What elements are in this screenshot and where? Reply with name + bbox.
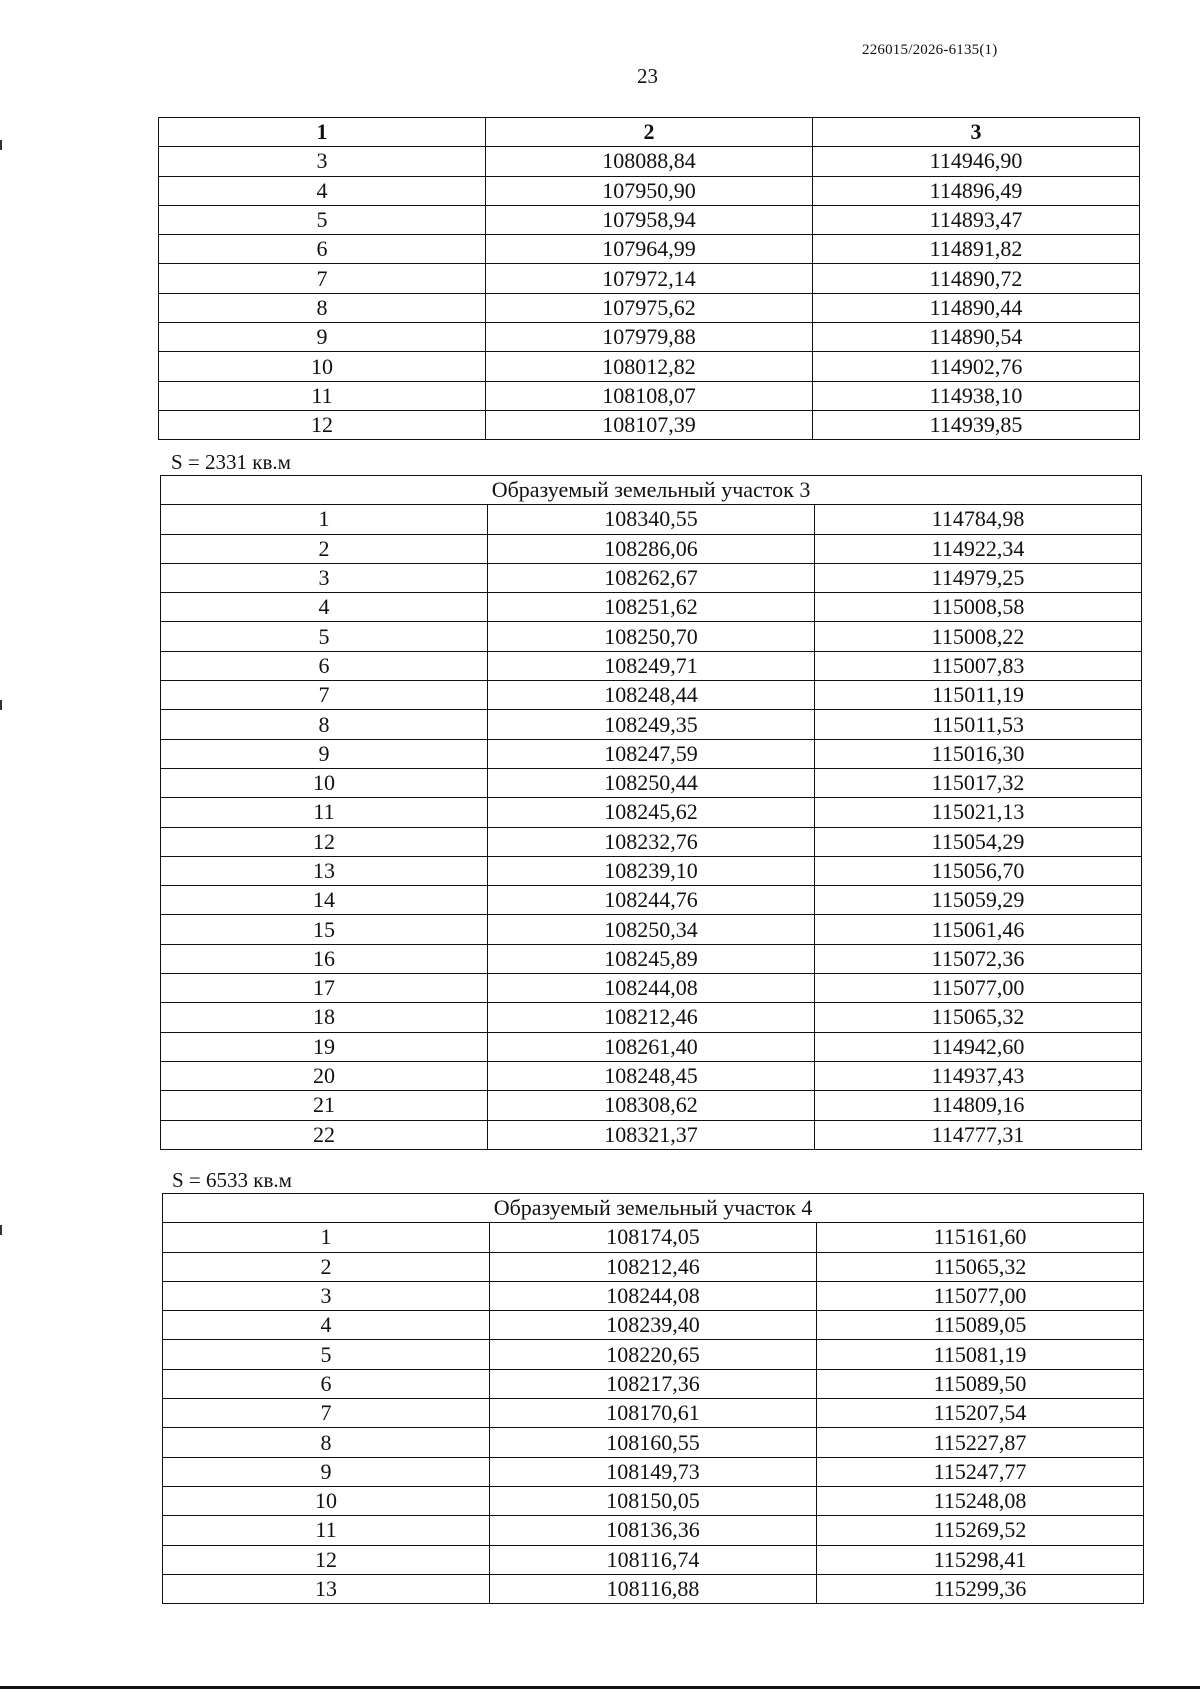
y-coordinate-cell: 115161,60 xyxy=(817,1223,1144,1252)
table-row xyxy=(161,1091,1142,1120)
table-row xyxy=(161,505,1142,534)
point-number-cell: 9 xyxy=(159,323,486,352)
x-coordinate-cell: 108249,71 xyxy=(488,651,815,680)
page-number: 23 xyxy=(637,64,658,88)
table-row xyxy=(161,681,1142,710)
point-number-cell: 7 xyxy=(161,681,488,710)
table-row xyxy=(161,768,1142,797)
x-coordinate-cell: 108262,67 xyxy=(488,563,815,592)
y-coordinate-cell: 114777,31 xyxy=(815,1120,1142,1149)
x-coordinate-cell: 108244,08 xyxy=(488,974,815,1003)
point-number-cell: 5 xyxy=(159,205,486,234)
document-number: 226015/2026-6135(1) xyxy=(862,42,998,58)
table-row xyxy=(161,1003,1142,1032)
table-row xyxy=(163,1340,1144,1369)
x-coordinate-cell: 107975,62 xyxy=(486,293,813,322)
table-row xyxy=(161,1061,1142,1090)
y-coordinate-cell: 115065,32 xyxy=(815,1003,1142,1032)
table-row xyxy=(161,798,1142,827)
point-number-cell: 19 xyxy=(161,1032,488,1061)
x-coordinate-cell: 108012,82 xyxy=(486,352,813,381)
x-coordinate-cell: 108239,10 xyxy=(488,856,815,885)
x-coordinate-cell: 108170,61 xyxy=(490,1399,817,1428)
y-coordinate-cell: 115207,54 xyxy=(817,1399,1144,1428)
point-number-cell: 3 xyxy=(159,147,486,176)
y-coordinate-cell: 115021,13 xyxy=(815,798,1142,827)
y-coordinate-cell: 115081,19 xyxy=(817,1340,1144,1369)
y-coordinate-cell: 115061,46 xyxy=(815,915,1142,944)
table-row xyxy=(161,944,1142,973)
point-number-cell: 13 xyxy=(161,856,488,885)
x-coordinate-cell: 108248,45 xyxy=(488,1061,815,1090)
y-coordinate-cell: 115011,53 xyxy=(815,710,1142,739)
table-row xyxy=(163,1574,1144,1603)
table-row xyxy=(163,1399,1144,1428)
table-row xyxy=(161,622,1142,651)
scan-margin-mark xyxy=(0,1225,2,1235)
y-coordinate-cell: 115298,41 xyxy=(817,1545,1144,1574)
point-number-cell: 4 xyxy=(159,176,486,205)
y-coordinate-cell: 114939,85 xyxy=(813,410,1140,439)
y-coordinate-cell: 115089,50 xyxy=(817,1369,1144,1398)
table-row xyxy=(159,323,1140,352)
point-number-cell: 12 xyxy=(163,1545,490,1574)
coordinates-table-continued xyxy=(158,117,1140,440)
y-coordinate-cell: 114896,49 xyxy=(813,176,1140,205)
point-number-cell: 10 xyxy=(161,768,488,797)
y-coordinate-cell: 114942,60 xyxy=(815,1032,1142,1061)
table-row xyxy=(161,593,1142,622)
table-row xyxy=(159,147,1140,176)
x-coordinate-cell: 108247,59 xyxy=(488,739,815,768)
x-coordinate-cell: 108212,46 xyxy=(490,1252,817,1281)
point-number-cell: 8 xyxy=(163,1428,490,1457)
table-row xyxy=(161,1032,1142,1061)
table-row xyxy=(163,1281,1144,1310)
x-coordinate-cell: 108250,44 xyxy=(488,768,815,797)
table-row xyxy=(163,1369,1144,1398)
y-coordinate-cell: 115077,00 xyxy=(817,1281,1144,1310)
y-coordinate-cell: 115065,32 xyxy=(817,1252,1144,1281)
point-number-cell: 10 xyxy=(159,352,486,381)
plot-title: Образуемый земельный участок 3 xyxy=(161,476,1142,505)
point-number-cell: 5 xyxy=(161,622,488,651)
y-coordinate-cell: 115299,36 xyxy=(817,1574,1144,1603)
point-number-cell: 13 xyxy=(163,1574,490,1603)
x-coordinate-cell: 107950,90 xyxy=(486,176,813,205)
table-row xyxy=(163,1486,1144,1515)
point-number-cell: 11 xyxy=(161,798,488,827)
y-coordinate-cell: 115007,83 xyxy=(815,651,1142,680)
table-row xyxy=(161,856,1142,885)
point-number-cell: 9 xyxy=(161,739,488,768)
table-row xyxy=(159,410,1140,439)
point-number-cell: 8 xyxy=(161,710,488,739)
point-number-cell: 11 xyxy=(159,381,486,410)
table-row xyxy=(163,1428,1144,1457)
table-row xyxy=(163,1311,1144,1340)
point-number-cell: 1 xyxy=(161,505,488,534)
point-number-cell: 18 xyxy=(161,1003,488,1032)
point-number-cell: 14 xyxy=(161,886,488,915)
table-row xyxy=(161,1120,1142,1149)
x-coordinate-cell: 107964,99 xyxy=(486,235,813,264)
x-coordinate-cell: 107958,94 xyxy=(486,205,813,234)
table-row xyxy=(161,563,1142,592)
table-row xyxy=(161,739,1142,768)
area-note: S = 2331 кв.м xyxy=(171,450,291,474)
y-coordinate-cell: 114890,54 xyxy=(813,323,1140,352)
y-coordinate-cell: 115227,87 xyxy=(817,1428,1144,1457)
x-coordinate-cell: 108261,40 xyxy=(488,1032,815,1061)
point-number-cell: 20 xyxy=(161,1061,488,1090)
table-row xyxy=(163,1516,1144,1545)
y-coordinate-cell: 114784,98 xyxy=(815,505,1142,534)
y-coordinate-cell: 114893,47 xyxy=(813,205,1140,234)
y-coordinate-cell: 114809,16 xyxy=(815,1091,1142,1120)
table-row xyxy=(159,352,1140,381)
column-header: 2 xyxy=(486,118,813,147)
y-coordinate-cell: 114890,72 xyxy=(813,264,1140,293)
plot-title: Образуемый земельный участок 4 xyxy=(163,1194,1144,1223)
table-row xyxy=(163,1252,1144,1281)
table-row xyxy=(159,176,1140,205)
y-coordinate-cell: 115247,77 xyxy=(817,1457,1144,1486)
table-row xyxy=(163,1457,1144,1486)
x-coordinate-cell: 108088,84 xyxy=(486,147,813,176)
x-coordinate-cell: 108160,55 xyxy=(490,1428,817,1457)
point-number-cell: 10 xyxy=(163,1486,490,1515)
x-coordinate-cell: 108244,76 xyxy=(488,886,815,915)
x-coordinate-cell: 108286,06 xyxy=(488,534,815,563)
scan-margin-mark xyxy=(0,140,2,150)
y-coordinate-cell: 115008,58 xyxy=(815,593,1142,622)
y-coordinate-cell: 115016,30 xyxy=(815,739,1142,768)
x-coordinate-cell: 108108,07 xyxy=(486,381,813,410)
y-coordinate-cell: 114937,43 xyxy=(815,1061,1142,1090)
x-coordinate-cell: 108250,34 xyxy=(488,915,815,944)
point-number-cell: 7 xyxy=(163,1399,490,1428)
y-coordinate-cell: 114902,76 xyxy=(813,352,1140,381)
x-coordinate-cell: 108212,46 xyxy=(488,1003,815,1032)
y-coordinate-cell: 114891,82 xyxy=(813,235,1140,264)
table-row xyxy=(159,235,1140,264)
point-number-cell: 3 xyxy=(161,563,488,592)
point-number-cell: 11 xyxy=(163,1516,490,1545)
table-row xyxy=(159,293,1140,322)
y-coordinate-cell: 115056,70 xyxy=(815,856,1142,885)
y-coordinate-cell: 115011,19 xyxy=(815,681,1142,710)
plot-4-table xyxy=(162,1193,1144,1604)
point-number-cell: 9 xyxy=(163,1457,490,1486)
plot-3-table xyxy=(160,475,1142,1150)
table-row xyxy=(159,264,1140,293)
point-number-cell: 8 xyxy=(159,293,486,322)
y-coordinate-cell: 115269,52 xyxy=(817,1516,1144,1545)
x-coordinate-cell: 108244,08 xyxy=(490,1281,817,1310)
point-number-cell: 22 xyxy=(161,1120,488,1149)
point-number-cell: 12 xyxy=(159,410,486,439)
point-number-cell: 17 xyxy=(161,974,488,1003)
point-number-cell: 6 xyxy=(163,1369,490,1398)
table-row xyxy=(159,381,1140,410)
scan-bottom-edge xyxy=(0,1686,1200,1689)
y-coordinate-cell: 114938,10 xyxy=(813,381,1140,410)
point-number-cell: 2 xyxy=(163,1252,490,1281)
x-coordinate-cell: 108340,55 xyxy=(488,505,815,534)
table-row xyxy=(161,827,1142,856)
table-header-row xyxy=(159,118,1140,147)
table-row xyxy=(163,1545,1144,1574)
x-coordinate-cell: 108245,89 xyxy=(488,944,815,973)
table-row xyxy=(161,974,1142,1003)
x-coordinate-cell: 108239,40 xyxy=(490,1311,817,1340)
point-number-cell: 4 xyxy=(161,593,488,622)
table-row xyxy=(161,886,1142,915)
y-coordinate-cell: 115077,00 xyxy=(815,974,1142,1003)
table-row xyxy=(161,651,1142,680)
point-number-cell: 6 xyxy=(161,651,488,680)
point-number-cell: 3 xyxy=(163,1281,490,1310)
table-row xyxy=(163,1223,1144,1252)
x-coordinate-cell: 107979,88 xyxy=(486,323,813,352)
x-coordinate-cell: 108250,70 xyxy=(488,622,815,651)
y-coordinate-cell: 115248,08 xyxy=(817,1486,1144,1515)
table-title-row xyxy=(163,1194,1144,1223)
point-number-cell: 16 xyxy=(161,944,488,973)
x-coordinate-cell: 108245,62 xyxy=(488,798,815,827)
x-coordinate-cell: 108249,35 xyxy=(488,710,815,739)
point-number-cell: 6 xyxy=(159,235,486,264)
table-row xyxy=(161,534,1142,563)
x-coordinate-cell: 108174,05 xyxy=(490,1223,817,1252)
table-row xyxy=(161,915,1142,944)
x-coordinate-cell: 108217,36 xyxy=(490,1369,817,1398)
x-coordinate-cell: 108149,73 xyxy=(490,1457,817,1486)
x-coordinate-cell: 108107,39 xyxy=(486,410,813,439)
table-row xyxy=(161,710,1142,739)
x-coordinate-cell: 108116,74 xyxy=(490,1545,817,1574)
y-coordinate-cell: 114890,44 xyxy=(813,293,1140,322)
table-title-row xyxy=(161,476,1142,505)
point-number-cell: 5 xyxy=(163,1340,490,1369)
point-number-cell: 7 xyxy=(159,264,486,293)
x-coordinate-cell: 108232,76 xyxy=(488,827,815,856)
y-coordinate-cell: 115059,29 xyxy=(815,886,1142,915)
x-coordinate-cell: 108116,88 xyxy=(490,1574,817,1603)
x-coordinate-cell: 108321,37 xyxy=(488,1120,815,1149)
point-number-cell: 4 xyxy=(163,1311,490,1340)
x-coordinate-cell: 108220,65 xyxy=(490,1340,817,1369)
point-number-cell: 2 xyxy=(161,534,488,563)
table-row xyxy=(159,205,1140,234)
point-number-cell: 15 xyxy=(161,915,488,944)
point-number-cell: 21 xyxy=(161,1091,488,1120)
y-coordinate-cell: 114946,90 xyxy=(813,147,1140,176)
y-coordinate-cell: 115089,05 xyxy=(817,1311,1144,1340)
y-coordinate-cell: 115054,29 xyxy=(815,827,1142,856)
point-number-cell: 12 xyxy=(161,827,488,856)
x-coordinate-cell: 108251,62 xyxy=(488,593,815,622)
column-header: 1 xyxy=(159,118,486,147)
point-number-cell: 1 xyxy=(163,1223,490,1252)
y-coordinate-cell: 115008,22 xyxy=(815,622,1142,651)
y-coordinate-cell: 114979,25 xyxy=(815,563,1142,592)
x-coordinate-cell: 108136,36 xyxy=(490,1516,817,1545)
y-coordinate-cell: 115072,36 xyxy=(815,944,1142,973)
scan-margin-mark xyxy=(0,700,2,710)
x-coordinate-cell: 108150,05 xyxy=(490,1486,817,1515)
y-coordinate-cell: 114922,34 xyxy=(815,534,1142,563)
x-coordinate-cell: 107972,14 xyxy=(486,264,813,293)
y-coordinate-cell: 115017,32 xyxy=(815,768,1142,797)
x-coordinate-cell: 108248,44 xyxy=(488,681,815,710)
x-coordinate-cell: 108308,62 xyxy=(488,1091,815,1120)
column-header: 3 xyxy=(813,118,1140,147)
area-note: S = 6533 кв.м xyxy=(172,1168,292,1192)
